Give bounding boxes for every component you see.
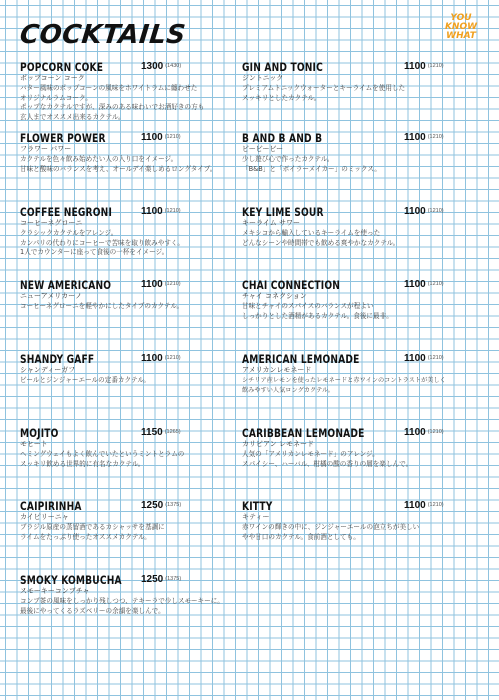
item-kana: ジントニック (242, 74, 284, 82)
menu-item (20, 426, 225, 469)
menu-item (20, 573, 265, 616)
item-price: 1100 $^{(1210)}$ (404, 353, 444, 364)
item-price: 1100 $^{(1210)}$ (404, 500, 444, 511)
item-price: 1100 $^{(1210)}$ (141, 353, 181, 364)
item-kana: カイピリーニャ (20, 513, 69, 521)
item-kana: カリビアン レモネード (242, 440, 314, 448)
menu-item (242, 426, 447, 469)
item-price: 1250 $^{(1375)}$ (141, 574, 182, 585)
menu-item (242, 278, 447, 321)
item-tax-price: (1210) (427, 502, 444, 508)
item-tax-price: (1210) (427, 355, 444, 361)
item-price: 1250 $^{(1375)}$ (141, 500, 182, 511)
item-price: 1100 $^{(1210)}$ (404, 132, 444, 143)
menu-item (242, 499, 447, 542)
item-description: カクテルを色々飲み始めたい人の入り口をイメージ。 甘味と酸味のバランスを考え、オールデイ楽しめるロングタイプ。 (20, 155, 217, 173)
item-tax-price: (1265) (164, 429, 181, 435)
item-description: コーヒーネグローニを軽やかにしたタイプのカクテル。 (20, 302, 184, 310)
item-tax-price: (1210) (427, 281, 444, 287)
item-kana: フラワー パワー (20, 145, 72, 153)
item-description: 人気の「アメリカンレモネード」のアレンジ。 スパイシー、ハーバル、柑橘の酸の香りの層を楽しんで。 (242, 450, 413, 468)
item-tax-price: (1430) (165, 63, 182, 69)
item-name: CHAI CONNECTION (242, 278, 341, 292)
item-tax-price: (1210) (164, 134, 181, 140)
item-name: KITTY (242, 499, 273, 513)
item-name: AMERICAN LEMONADE (242, 352, 360, 366)
item-name: SMOKY KOMBUCHA (20, 573, 122, 587)
brand-badge (441, 14, 481, 41)
item-tax-price: (1210) (164, 281, 181, 287)
item-name: KEY LIME SOUR (242, 205, 324, 219)
item-price: 1300 $^{(1430)}$ (141, 61, 182, 72)
menu-item (20, 278, 225, 312)
item-price: 1100 $^{(1210)}$ (404, 61, 444, 72)
item-tax-price: (1375) (165, 576, 182, 582)
item-price: 1100 $^{(1210)}$ (141, 132, 181, 143)
menu-item (242, 205, 447, 248)
item-tax-price: (1210) (164, 355, 181, 361)
item-name: FLOWER POWER (20, 131, 106, 145)
menu-item (242, 352, 482, 395)
item-name: MOJITO (20, 426, 59, 440)
item-name: NEW AMERICANO (20, 278, 112, 292)
item-name: B AND B AND B (242, 131, 323, 145)
item-name: COFFEE NEGRONI (20, 205, 113, 219)
item-name: CAIPIRINHA (20, 499, 82, 513)
item-description: コンブ茶の風味をしっかり残しつつ、テキーラで少しスモーキーに。 最後にやってくるラズベリーの余韻を楽しんで。 (20, 597, 224, 615)
menu-item (20, 499, 225, 542)
item-price: 1100 $^{(1210)}$ (141, 279, 181, 290)
item-kana: シャンディーガフ (20, 366, 76, 374)
menu-item (20, 60, 225, 122)
item-tax-price: (1210) (427, 429, 444, 435)
item-description: プレミアムトニックウォーターとキーライムを使用した スッキリとしたカクテル。 (242, 84, 406, 102)
badge-line: KNOW (444, 22, 478, 32)
item-kana: チャイ コネクション (242, 292, 307, 300)
item-tax-price: (1210) (427, 134, 444, 140)
item-name: SHANDY GAFF (20, 352, 95, 366)
item-tax-price: (1210) (427, 63, 444, 69)
page-title: COCKTAILS (18, 20, 188, 50)
item-kana: アメリカンレモネード (242, 366, 312, 374)
badge-line: WHAT (446, 31, 476, 41)
item-tax-price: (1210) (164, 208, 181, 214)
item-kana: ニューアメリカーノ (20, 292, 83, 300)
menu-item (20, 352, 225, 386)
item-kana: キーライム サワー (242, 219, 301, 227)
item-description: 赤ワインの輝きの中に、ジンジャーエールの泡立ちが美しい やや甘口のカクテル。食前酒としても。 (242, 523, 420, 541)
item-description: 甘味とチャイのスパイスのバランスが程よい しっかりとした酒精があるカクテル。食後に最非。 (242, 302, 393, 320)
item-description: ブラジル原産の蒸留酒であるカシャッサを基調に ライムをたっぷり使ったオススメカクテル。 (20, 523, 165, 541)
item-description: ヘミングウェイもよく飲んでいたというミントとラムの スッキリ飲める世界的に有名なカクテル。 (20, 450, 185, 468)
menu-item (242, 60, 447, 103)
item-price: 1100 $^{(1210)}$ (404, 427, 444, 438)
item-price: 1100 $^{(1210)}$ (404, 206, 444, 217)
item-kana: モヒート (20, 440, 48, 448)
menu-item (20, 205, 225, 258)
item-kana: コーヒーネグローニ (20, 219, 83, 227)
item-tax-price: (1210) (427, 208, 444, 214)
badge-line: YOU (450, 13, 472, 23)
item-description: バター風味のポップコーンの風味をホワイトラムに纏わせた オリジナルラムコーク。 ポップなカクテルですが、深みのある味わいでお酒好きの方も 玄人までオススメ出来るカクテル。 (20, 84, 205, 121)
item-kana: ビービービー (242, 145, 284, 153)
item-name: CARIBBEAN LEMONADE (242, 426, 365, 440)
item-description: メキシコから輸入しているキーライムを使った どんなシーンや時間帯でも飲める爽やかなカクテル。 (242, 229, 400, 247)
item-price: 1100 $^{(1210)}$ (404, 279, 444, 290)
item-price: 1100 $^{(1210)}$ (141, 206, 181, 217)
item-description: クラシックカクテルをアレンジ。 カンパリの代わりにコーヒーで苦味を取り飲みやすく。 1人でカウンターに座って食後の一杯をイメージ。 (20, 229, 184, 257)
item-name: POPCORN COKE (20, 60, 104, 74)
item-name: GIN AND TONIC (242, 60, 323, 74)
menu-item (242, 131, 447, 174)
item-tax-price: (1375) (165, 502, 182, 508)
item-price: 1150 $^{(1265)}$ (141, 427, 181, 438)
item-description: 少し遊び心で作ったカクテル。 「B&B」と「ボイラーメイカー」のミックス。 (242, 155, 381, 173)
item-kana: キティー (242, 513, 270, 521)
item-kana: スモーキーコンブチャ (20, 587, 90, 595)
item-description: ビールとジンジャーエールの定番カクテル。 (20, 376, 151, 384)
item-kana: ポップコーン コーク (20, 74, 85, 82)
menu-item (20, 131, 225, 174)
item-description: シチリア産レモンを使ったレモネードと赤ワインのコントラストが美しく 飲みやすい人気ロングカクテル。 (242, 377, 446, 394)
